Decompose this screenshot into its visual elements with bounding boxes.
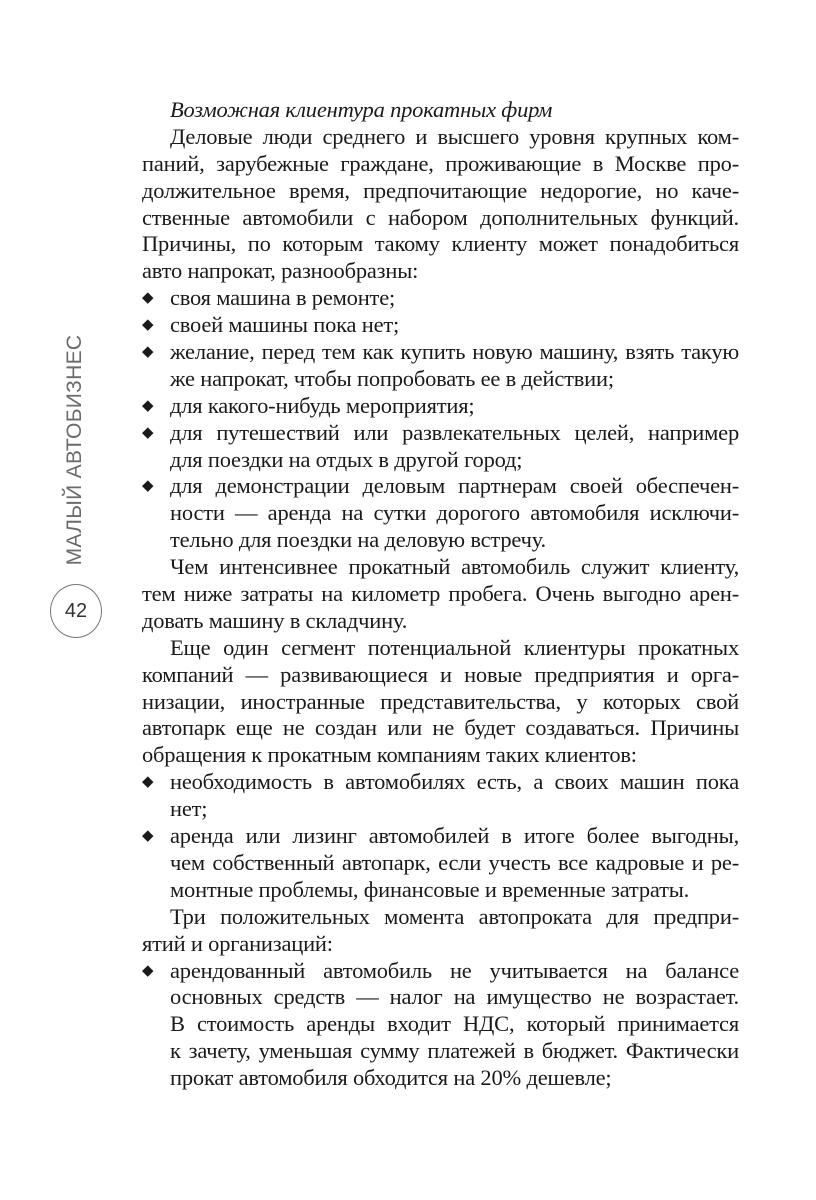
paragraph [142, 904, 739, 958]
text-line [142, 904, 739, 931]
line-text: довать машину в складчину. [142, 607, 408, 633]
text-line [142, 231, 739, 258]
line-text: для путешествий или развлекательных целей, например [170, 419, 739, 445]
line-text: паний, зарубежные граждане, проживающие в Москве про- [142, 150, 739, 176]
line-text: тельно для поездки на деловую встречу. [170, 527, 546, 553]
text-line [142, 715, 739, 742]
text-line [142, 850, 739, 877]
line-text: обращения к прокатным компаниям таких клиентов: [142, 742, 637, 768]
text-line [142, 689, 739, 716]
diamond-bullet-icon: ◆ [142, 317, 154, 334]
line-text: должительное время, предпочитающие недорогие, но каче- [142, 177, 739, 203]
text-line [142, 151, 739, 178]
bullet-item [142, 823, 739, 904]
line-text: ности — аренда на сутки дорогого автомобиля исключи- [170, 500, 739, 526]
bullet-item [142, 958, 739, 1092]
diamond-bullet-icon: ◆ [142, 290, 154, 307]
bullet-item [142, 420, 739, 474]
text-line [142, 1065, 739, 1092]
line-text: низации, иностранные представительства, у которых свой [142, 688, 739, 714]
line-text: автопарк еще не создан или не будет создаваться. Причины [142, 715, 739, 741]
text-line [142, 124, 739, 151]
line-text: чем собственный автопарк, если учесть все кадровые и ре- [170, 849, 739, 875]
line-text: аренда или лизинг автомобилей в итоге более выгодны, [170, 823, 739, 849]
text-line [142, 366, 739, 393]
line-text: Чем интенсивнее прокатный автомобиль служит клиенту, [170, 554, 739, 580]
text-line [142, 877, 739, 904]
bullet-item [142, 312, 739, 339]
text-line [142, 285, 739, 312]
bullet-item [142, 473, 739, 554]
line-text: желание, перед тем как купить новую машину, взять такую [170, 339, 739, 365]
text-line [142, 447, 739, 474]
line-text: Деловые люди среднего и высшего уровня крупных ком- [170, 123, 739, 149]
line-text: для какого-нибудь мероприятия; [170, 392, 475, 418]
page-number-text: 42 [64, 599, 88, 622]
line-text: монтные проблемы, финансовые и временные затраты. [170, 876, 690, 902]
section-title [142, 97, 739, 124]
text-line [142, 635, 739, 662]
text-line [142, 420, 739, 447]
text-line [142, 500, 739, 527]
text-line [142, 178, 739, 205]
diamond-bullet-icon: ◆ [142, 828, 154, 845]
line-text: к зачету, уменьшая сумму платежей в бюджет. Фактически [170, 1038, 739, 1064]
line-text: ственные автомобили с набором дополнительных функций. [142, 204, 739, 230]
paragraph [142, 554, 739, 635]
line-text: для демонстрации деловым партнерам своей обеспечен- [170, 473, 739, 499]
line-text: основных средств — налог на имущество не возрастает. [170, 984, 739, 1010]
text-line [142, 608, 739, 635]
line-text: Три положительных момента автопроката для предпри- [170, 903, 739, 929]
text-line [142, 473, 739, 500]
text-line [142, 258, 739, 285]
line-text: тем ниже затраты на километр пробега. Очень выгодно арен- [142, 581, 739, 607]
text-line [142, 931, 739, 958]
line-text: же напрокат, чтобы попробовать ее в действии; [170, 365, 614, 391]
page-number [50, 584, 102, 638]
line-text: В стоимость аренды входит НДС, который принимается [170, 1011, 739, 1037]
line-text: Причины, по которым такому клиенту может понадобиться [142, 231, 739, 257]
line-text: прокат автомобиля обходится на 20% дешевле; [170, 1065, 612, 1091]
text-line [142, 1038, 739, 1065]
diamond-bullet-icon: ◆ [142, 397, 154, 414]
text-line [142, 205, 739, 232]
text-line [142, 97, 739, 124]
text-line [142, 742, 739, 769]
text-line [142, 527, 739, 554]
line-text: Возможная клиентура прокатных фирм [170, 97, 553, 122]
text-line [142, 823, 739, 850]
diamond-bullet-icon: ◆ [142, 774, 154, 791]
text-line [142, 796, 739, 823]
bullet-item [142, 769, 739, 823]
line-text: для поездки на отдых в другой город; [170, 446, 523, 472]
text-line [142, 312, 739, 339]
line-text: арендованный автомобиль не учитывается на балансе [170, 957, 739, 983]
line-text: нет; [170, 796, 208, 822]
diamond-bullet-icon: ◆ [142, 424, 154, 441]
text-line [142, 581, 739, 608]
text-line [142, 393, 739, 420]
text-line [142, 984, 739, 1011]
paragraph [142, 635, 739, 769]
diamond-bullet-icon: ◆ [142, 478, 154, 495]
diamond-bullet-icon: ◆ [142, 344, 154, 361]
text-line [142, 1011, 739, 1038]
line-text: компаний — развивающиеся и новые предприятия и орга- [142, 661, 739, 687]
diamond-bullet-icon: ◆ [142, 962, 154, 979]
bullet-item [142, 393, 739, 420]
text-line [142, 554, 739, 581]
line-text: ятий и организаций: [142, 930, 333, 956]
text-line [142, 662, 739, 689]
line-text: необходимость в автомобилях есть, а своих машин пока [170, 769, 739, 795]
page-body [142, 97, 739, 1092]
text-line [142, 958, 739, 985]
line-text: своей машины пока нет; [170, 312, 400, 338]
running-head: МАЛЫЙ АВТОБИЗНЕС [63, 334, 86, 566]
bullet-item [142, 339, 739, 393]
paragraph [142, 124, 739, 285]
line-text: своя машина в ремонте; [170, 285, 396, 311]
text-line [142, 339, 739, 366]
line-text: Еще один сегмент потенциальной клиентуры прокатных [170, 634, 739, 660]
line-text: авто напрокат, разнообразны: [142, 258, 419, 284]
text-line [142, 769, 739, 796]
bullet-item [142, 285, 739, 312]
